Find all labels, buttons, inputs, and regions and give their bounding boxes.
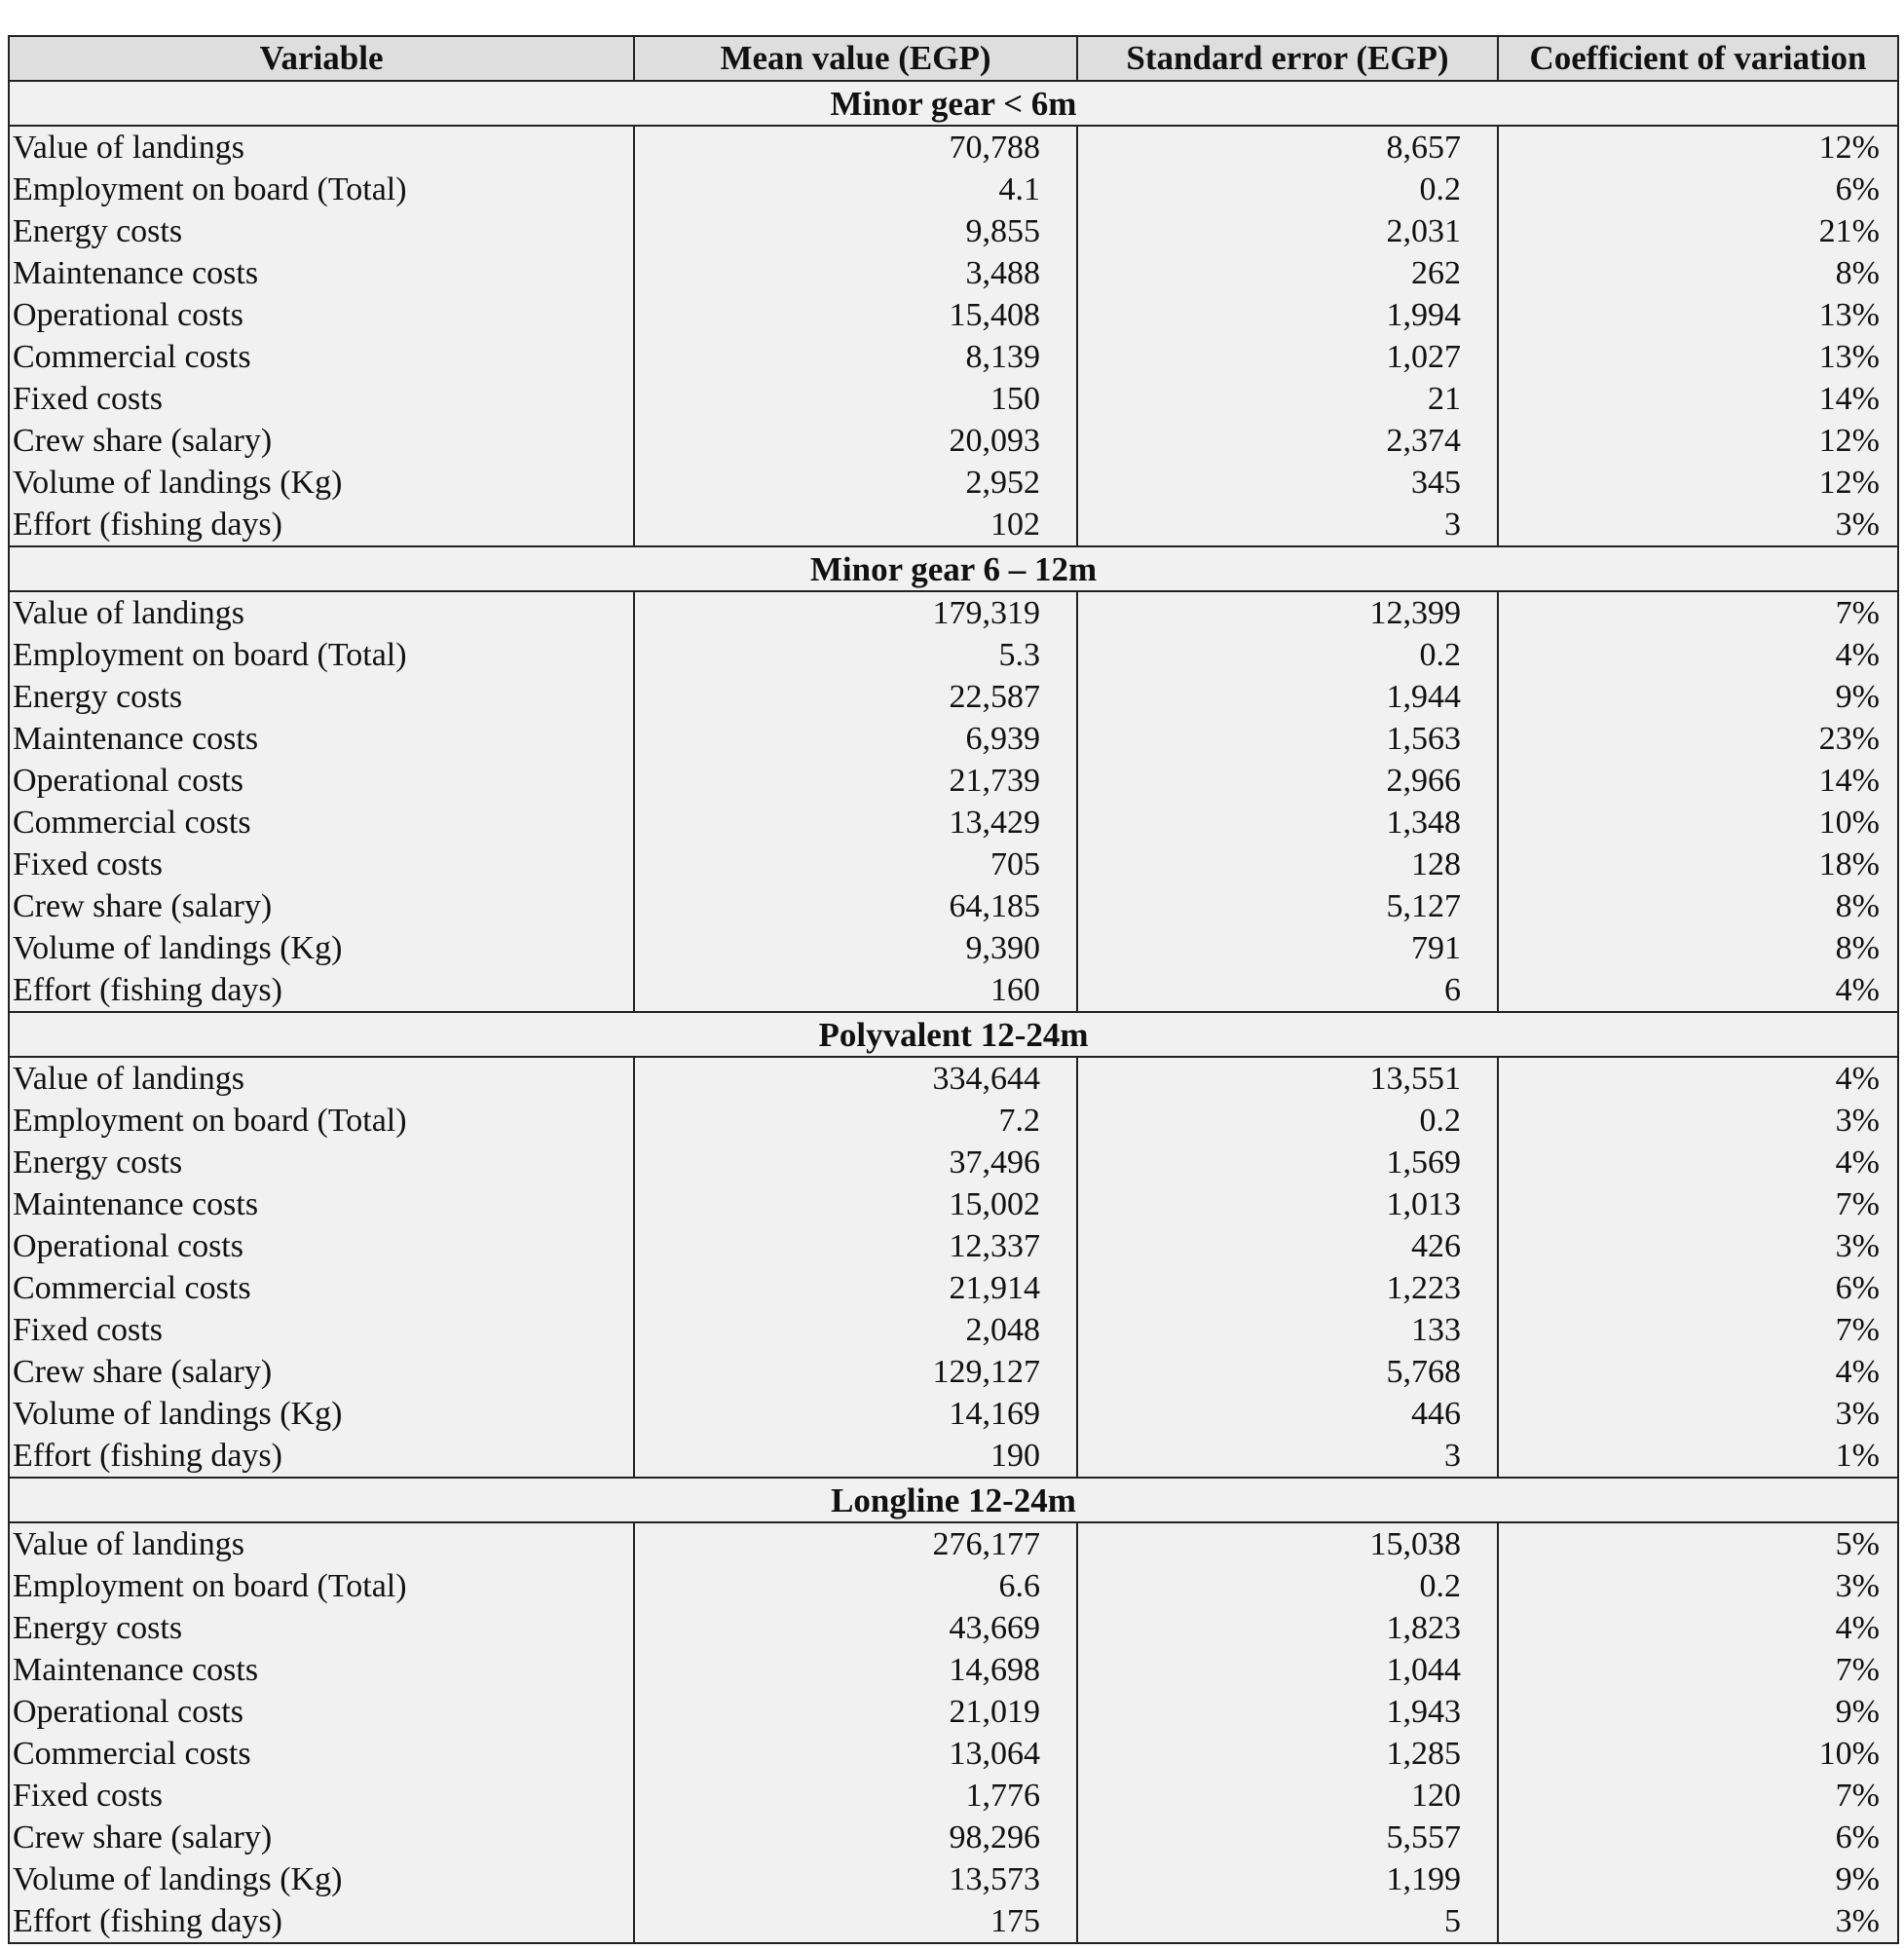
variable-cell: Volume of landings (Kg) xyxy=(9,462,634,504)
table-row xyxy=(9,760,1898,802)
standard-error-cell: 1,199 xyxy=(1077,1858,1498,1900)
coefficient-of-variation-cell: 12% xyxy=(1498,126,1898,169)
coefficient-of-variation-cell: 8% xyxy=(1498,885,1898,927)
mean-value-cell: 21,914 xyxy=(634,1267,1077,1309)
variable-cell: Energy costs xyxy=(9,676,634,718)
standard-error-cell: 1,013 xyxy=(1077,1183,1498,1225)
standard-error-cell: 1,348 xyxy=(1077,802,1498,843)
coefficient-of-variation-cell: 7% xyxy=(1498,1649,1898,1691)
variable-cell: Maintenance costs xyxy=(9,252,634,294)
table-row xyxy=(9,1858,1898,1900)
table-row xyxy=(9,969,1898,1012)
table-row xyxy=(9,1435,1898,1478)
coefficient-of-variation-cell: 3% xyxy=(1498,1393,1898,1435)
mean-value-cell: 276,177 xyxy=(634,1522,1077,1565)
mean-value-cell: 190 xyxy=(634,1435,1077,1478)
mean-value-cell: 43,669 xyxy=(634,1607,1077,1649)
mean-value-cell: 175 xyxy=(634,1900,1077,1943)
group-header-row xyxy=(9,546,1898,591)
standard-error-cell: 0.2 xyxy=(1077,1565,1498,1607)
table-row xyxy=(9,885,1898,927)
table-row xyxy=(9,1522,1898,1565)
coefficient-of-variation-cell: 8% xyxy=(1498,252,1898,294)
variable-cell: Commercial costs xyxy=(9,1267,634,1309)
table-row xyxy=(9,1607,1898,1649)
coefficient-of-variation-cell: 18% xyxy=(1498,843,1898,885)
coefficient-of-variation-cell: 9% xyxy=(1498,1691,1898,1733)
table-row xyxy=(9,1142,1898,1183)
coefficient-of-variation-cell: 7% xyxy=(1498,1183,1898,1225)
mean-value-cell: 37,496 xyxy=(634,1142,1077,1183)
mean-value-cell: 9,855 xyxy=(634,210,1077,252)
coefficient-of-variation-cell: 3% xyxy=(1498,504,1898,546)
variable-cell: Employment on board (Total) xyxy=(9,1565,634,1607)
mean-value-cell: 102 xyxy=(634,504,1077,546)
standard-error-cell: 446 xyxy=(1077,1393,1498,1435)
coefficient-of-variation-cell: 13% xyxy=(1498,294,1898,336)
standard-error-cell: 15,038 xyxy=(1077,1522,1498,1565)
mean-value-cell: 6,939 xyxy=(634,718,1077,760)
mean-value-cell: 179,319 xyxy=(634,591,1077,634)
variable-cell: Volume of landings (Kg) xyxy=(9,1393,634,1435)
standard-error-cell: 1,943 xyxy=(1077,1691,1498,1733)
standard-error-cell: 1,563 xyxy=(1077,718,1498,760)
coefficient-of-variation-cell: 12% xyxy=(1498,420,1898,462)
table-row xyxy=(9,1393,1898,1435)
variable-cell: Fixed costs xyxy=(9,843,634,885)
standard-error-cell: 262 xyxy=(1077,252,1498,294)
standard-error-cell: 426 xyxy=(1077,1225,1498,1267)
coefficient-of-variation-cell: 3% xyxy=(1498,1100,1898,1142)
table-row xyxy=(9,1351,1898,1393)
mean-value-cell: 21,739 xyxy=(634,760,1077,802)
variable-cell: Commercial costs xyxy=(9,1733,634,1775)
standard-error-cell: 3 xyxy=(1077,504,1498,546)
variable-cell: Value of landings xyxy=(9,126,634,169)
table-row xyxy=(9,1267,1898,1309)
standard-error-cell: 1,994 xyxy=(1077,294,1498,336)
standard-error-cell: 12,399 xyxy=(1077,591,1498,634)
table-row xyxy=(9,1691,1898,1733)
standard-error-cell: 791 xyxy=(1077,927,1498,969)
coefficient-of-variation-cell: 4% xyxy=(1498,1057,1898,1100)
table-row xyxy=(9,676,1898,718)
mean-value-cell: 15,002 xyxy=(634,1183,1077,1225)
column-header-mean-value: Mean value (EGP) xyxy=(634,36,1077,81)
standard-error-cell: 5 xyxy=(1077,1900,1498,1943)
variable-cell: Employment on board (Total) xyxy=(9,634,634,676)
variable-cell: Energy costs xyxy=(9,1142,634,1183)
coefficient-of-variation-cell: 7% xyxy=(1498,1775,1898,1817)
standard-error-cell: 120 xyxy=(1077,1775,1498,1817)
coefficient-of-variation-cell: 6% xyxy=(1498,1817,1898,1858)
variable-cell: Effort (fishing days) xyxy=(9,969,634,1012)
variable-cell: Crew share (salary) xyxy=(9,420,634,462)
mean-value-cell: 334,644 xyxy=(634,1057,1077,1100)
coefficient-of-variation-cell: 4% xyxy=(1498,1351,1898,1393)
mean-value-cell: 21,019 xyxy=(634,1691,1077,1733)
group-title: Longline 12-24m xyxy=(9,1478,1898,1522)
table-row xyxy=(9,378,1898,420)
table-row xyxy=(9,1100,1898,1142)
mean-value-cell: 5.3 xyxy=(634,634,1077,676)
mean-value-cell: 7.2 xyxy=(634,1100,1077,1142)
variable-cell: Operational costs xyxy=(9,1691,634,1733)
coefficient-of-variation-cell: 8% xyxy=(1498,927,1898,969)
variable-cell: Employment on board (Total) xyxy=(9,169,634,210)
column-header-variable: Variable xyxy=(9,36,634,81)
header-row xyxy=(9,36,1898,81)
standard-error-cell: 2,031 xyxy=(1077,210,1498,252)
table-row xyxy=(9,1225,1898,1267)
variable-cell: Fixed costs xyxy=(9,1309,634,1351)
table-row xyxy=(9,843,1898,885)
statistics-table xyxy=(8,35,1899,1944)
mean-value-cell: 15,408 xyxy=(634,294,1077,336)
standard-error-cell: 1,569 xyxy=(1077,1142,1498,1183)
coefficient-of-variation-cell: 5% xyxy=(1498,1522,1898,1565)
variable-cell: Crew share (salary) xyxy=(9,1351,634,1393)
column-header-standard-error: Standard error (EGP) xyxy=(1077,36,1498,81)
group-header-row xyxy=(9,1478,1898,1522)
mean-value-cell: 20,093 xyxy=(634,420,1077,462)
coefficient-of-variation-cell: 6% xyxy=(1498,1267,1898,1309)
coefficient-of-variation-cell: 6% xyxy=(1498,169,1898,210)
standard-error-cell: 1,223 xyxy=(1077,1267,1498,1309)
mean-value-cell: 129,127 xyxy=(634,1351,1077,1393)
table-row xyxy=(9,126,1898,169)
coefficient-of-variation-cell: 9% xyxy=(1498,676,1898,718)
coefficient-of-variation-cell: 4% xyxy=(1498,1607,1898,1649)
variable-cell: Operational costs xyxy=(9,294,634,336)
table-row xyxy=(9,1309,1898,1351)
table-row xyxy=(9,1733,1898,1775)
mean-value-cell: 150 xyxy=(634,378,1077,420)
variable-cell: Value of landings xyxy=(9,1057,634,1100)
coefficient-of-variation-cell: 13% xyxy=(1498,336,1898,378)
mean-value-cell: 6.6 xyxy=(634,1565,1077,1607)
standard-error-cell: 5,768 xyxy=(1077,1351,1498,1393)
variable-cell: Fixed costs xyxy=(9,1775,634,1817)
table-row xyxy=(9,1900,1898,1943)
variable-cell: Commercial costs xyxy=(9,336,634,378)
group-title: Minor gear 6 – 12m xyxy=(9,546,1898,591)
mean-value-cell: 160 xyxy=(634,969,1077,1012)
mean-value-cell: 1,776 xyxy=(634,1775,1077,1817)
coefficient-of-variation-cell: 4% xyxy=(1498,969,1898,1012)
mean-value-cell: 14,698 xyxy=(634,1649,1077,1691)
table-row xyxy=(9,462,1898,504)
standard-error-cell: 21 xyxy=(1077,378,1498,420)
standard-error-cell: 2,374 xyxy=(1077,420,1498,462)
coefficient-of-variation-cell: 10% xyxy=(1498,1733,1898,1775)
variable-cell: Volume of landings (Kg) xyxy=(9,927,634,969)
standard-error-cell: 0.2 xyxy=(1077,1100,1498,1142)
table-row xyxy=(9,504,1898,546)
group-title: Minor gear < 6m xyxy=(9,81,1898,126)
mean-value-cell: 3,488 xyxy=(634,252,1077,294)
coefficient-of-variation-cell: 3% xyxy=(1498,1225,1898,1267)
variable-cell: Energy costs xyxy=(9,1607,634,1649)
table-row xyxy=(9,1649,1898,1691)
table-row xyxy=(9,927,1898,969)
variable-cell: Crew share (salary) xyxy=(9,885,634,927)
standard-error-cell: 5,557 xyxy=(1077,1817,1498,1858)
table-row xyxy=(9,169,1898,210)
table-row xyxy=(9,210,1898,252)
standard-error-cell: 1,027 xyxy=(1077,336,1498,378)
coefficient-of-variation-cell: 9% xyxy=(1498,1858,1898,1900)
mean-value-cell: 4.1 xyxy=(634,169,1077,210)
table-row xyxy=(9,252,1898,294)
group-header-row xyxy=(9,81,1898,126)
mean-value-cell: 12,337 xyxy=(634,1225,1077,1267)
variable-cell: Maintenance costs xyxy=(9,1183,634,1225)
coefficient-of-variation-cell: 7% xyxy=(1498,1309,1898,1351)
mean-value-cell: 70,788 xyxy=(634,126,1077,169)
mean-value-cell: 2,952 xyxy=(634,462,1077,504)
variable-cell: Effort (fishing days) xyxy=(9,1900,634,1943)
variable-cell: Value of landings xyxy=(9,1522,634,1565)
table-row xyxy=(9,294,1898,336)
standard-error-cell: 13,551 xyxy=(1077,1057,1498,1100)
variable-cell: Fixed costs xyxy=(9,378,634,420)
standard-error-cell: 8,657 xyxy=(1077,126,1498,169)
mean-value-cell: 9,390 xyxy=(634,927,1077,969)
standard-error-cell: 0.2 xyxy=(1077,634,1498,676)
mean-value-cell: 705 xyxy=(634,843,1077,885)
standard-error-cell: 1,285 xyxy=(1077,1733,1498,1775)
coefficient-of-variation-cell: 14% xyxy=(1498,760,1898,802)
group-title: Polyvalent 12-24m xyxy=(9,1012,1898,1057)
coefficient-of-variation-cell: 14% xyxy=(1498,378,1898,420)
standard-error-cell: 133 xyxy=(1077,1309,1498,1351)
standard-error-cell: 1,044 xyxy=(1077,1649,1498,1691)
standard-error-cell: 2,966 xyxy=(1077,760,1498,802)
variable-cell: Effort (fishing days) xyxy=(9,504,634,546)
variable-cell: Volume of landings (Kg) xyxy=(9,1858,634,1900)
table-body xyxy=(9,81,1898,1943)
table-row xyxy=(9,336,1898,378)
table-row xyxy=(9,1817,1898,1858)
mean-value-cell: 13,573 xyxy=(634,1858,1077,1900)
standard-error-cell: 5,127 xyxy=(1077,885,1498,927)
variable-cell: Commercial costs xyxy=(9,802,634,843)
table-row xyxy=(9,718,1898,760)
coefficient-of-variation-cell: 4% xyxy=(1498,1142,1898,1183)
variable-cell: Value of landings xyxy=(9,591,634,634)
coefficient-of-variation-cell: 3% xyxy=(1498,1565,1898,1607)
variable-cell: Operational costs xyxy=(9,760,634,802)
variable-cell: Effort (fishing days) xyxy=(9,1435,634,1478)
table-row xyxy=(9,1775,1898,1817)
variable-cell: Employment on board (Total) xyxy=(9,1100,634,1142)
group-header-row xyxy=(9,1012,1898,1057)
variable-cell: Crew share (salary) xyxy=(9,1817,634,1858)
mean-value-cell: 98,296 xyxy=(634,1817,1077,1858)
standard-error-cell: 128 xyxy=(1077,843,1498,885)
column-header-coefficient-of-variation: Coefficient of variation xyxy=(1498,36,1898,81)
table-row xyxy=(9,591,1898,634)
table-row xyxy=(9,802,1898,843)
variable-cell: Operational costs xyxy=(9,1225,634,1267)
coefficient-of-variation-cell: 1% xyxy=(1498,1435,1898,1478)
standard-error-cell: 345 xyxy=(1077,462,1498,504)
standard-error-cell: 3 xyxy=(1077,1435,1498,1478)
mean-value-cell: 8,139 xyxy=(634,336,1077,378)
coefficient-of-variation-cell: 12% xyxy=(1498,462,1898,504)
coefficient-of-variation-cell: 4% xyxy=(1498,634,1898,676)
standard-error-cell: 0.2 xyxy=(1077,169,1498,210)
coefficient-of-variation-cell: 7% xyxy=(1498,591,1898,634)
table-row xyxy=(9,1057,1898,1100)
variable-cell: Maintenance costs xyxy=(9,718,634,760)
coefficient-of-variation-cell: 10% xyxy=(1498,802,1898,843)
coefficient-of-variation-cell: 23% xyxy=(1498,718,1898,760)
table-row xyxy=(9,1565,1898,1607)
mean-value-cell: 2,048 xyxy=(634,1309,1077,1351)
mean-value-cell: 13,064 xyxy=(634,1733,1077,1775)
table-row xyxy=(9,634,1898,676)
variable-cell: Maintenance costs xyxy=(9,1649,634,1691)
table-row xyxy=(9,1183,1898,1225)
table-row xyxy=(9,420,1898,462)
mean-value-cell: 64,185 xyxy=(634,885,1077,927)
standard-error-cell: 1,823 xyxy=(1077,1607,1498,1649)
mean-value-cell: 14,169 xyxy=(634,1393,1077,1435)
coefficient-of-variation-cell: 3% xyxy=(1498,1900,1898,1943)
mean-value-cell: 22,587 xyxy=(634,676,1077,718)
standard-error-cell: 1,944 xyxy=(1077,676,1498,718)
variable-cell: Energy costs xyxy=(9,210,634,252)
coefficient-of-variation-cell: 21% xyxy=(1498,210,1898,252)
standard-error-cell: 6 xyxy=(1077,969,1498,1012)
mean-value-cell: 13,429 xyxy=(634,802,1077,843)
